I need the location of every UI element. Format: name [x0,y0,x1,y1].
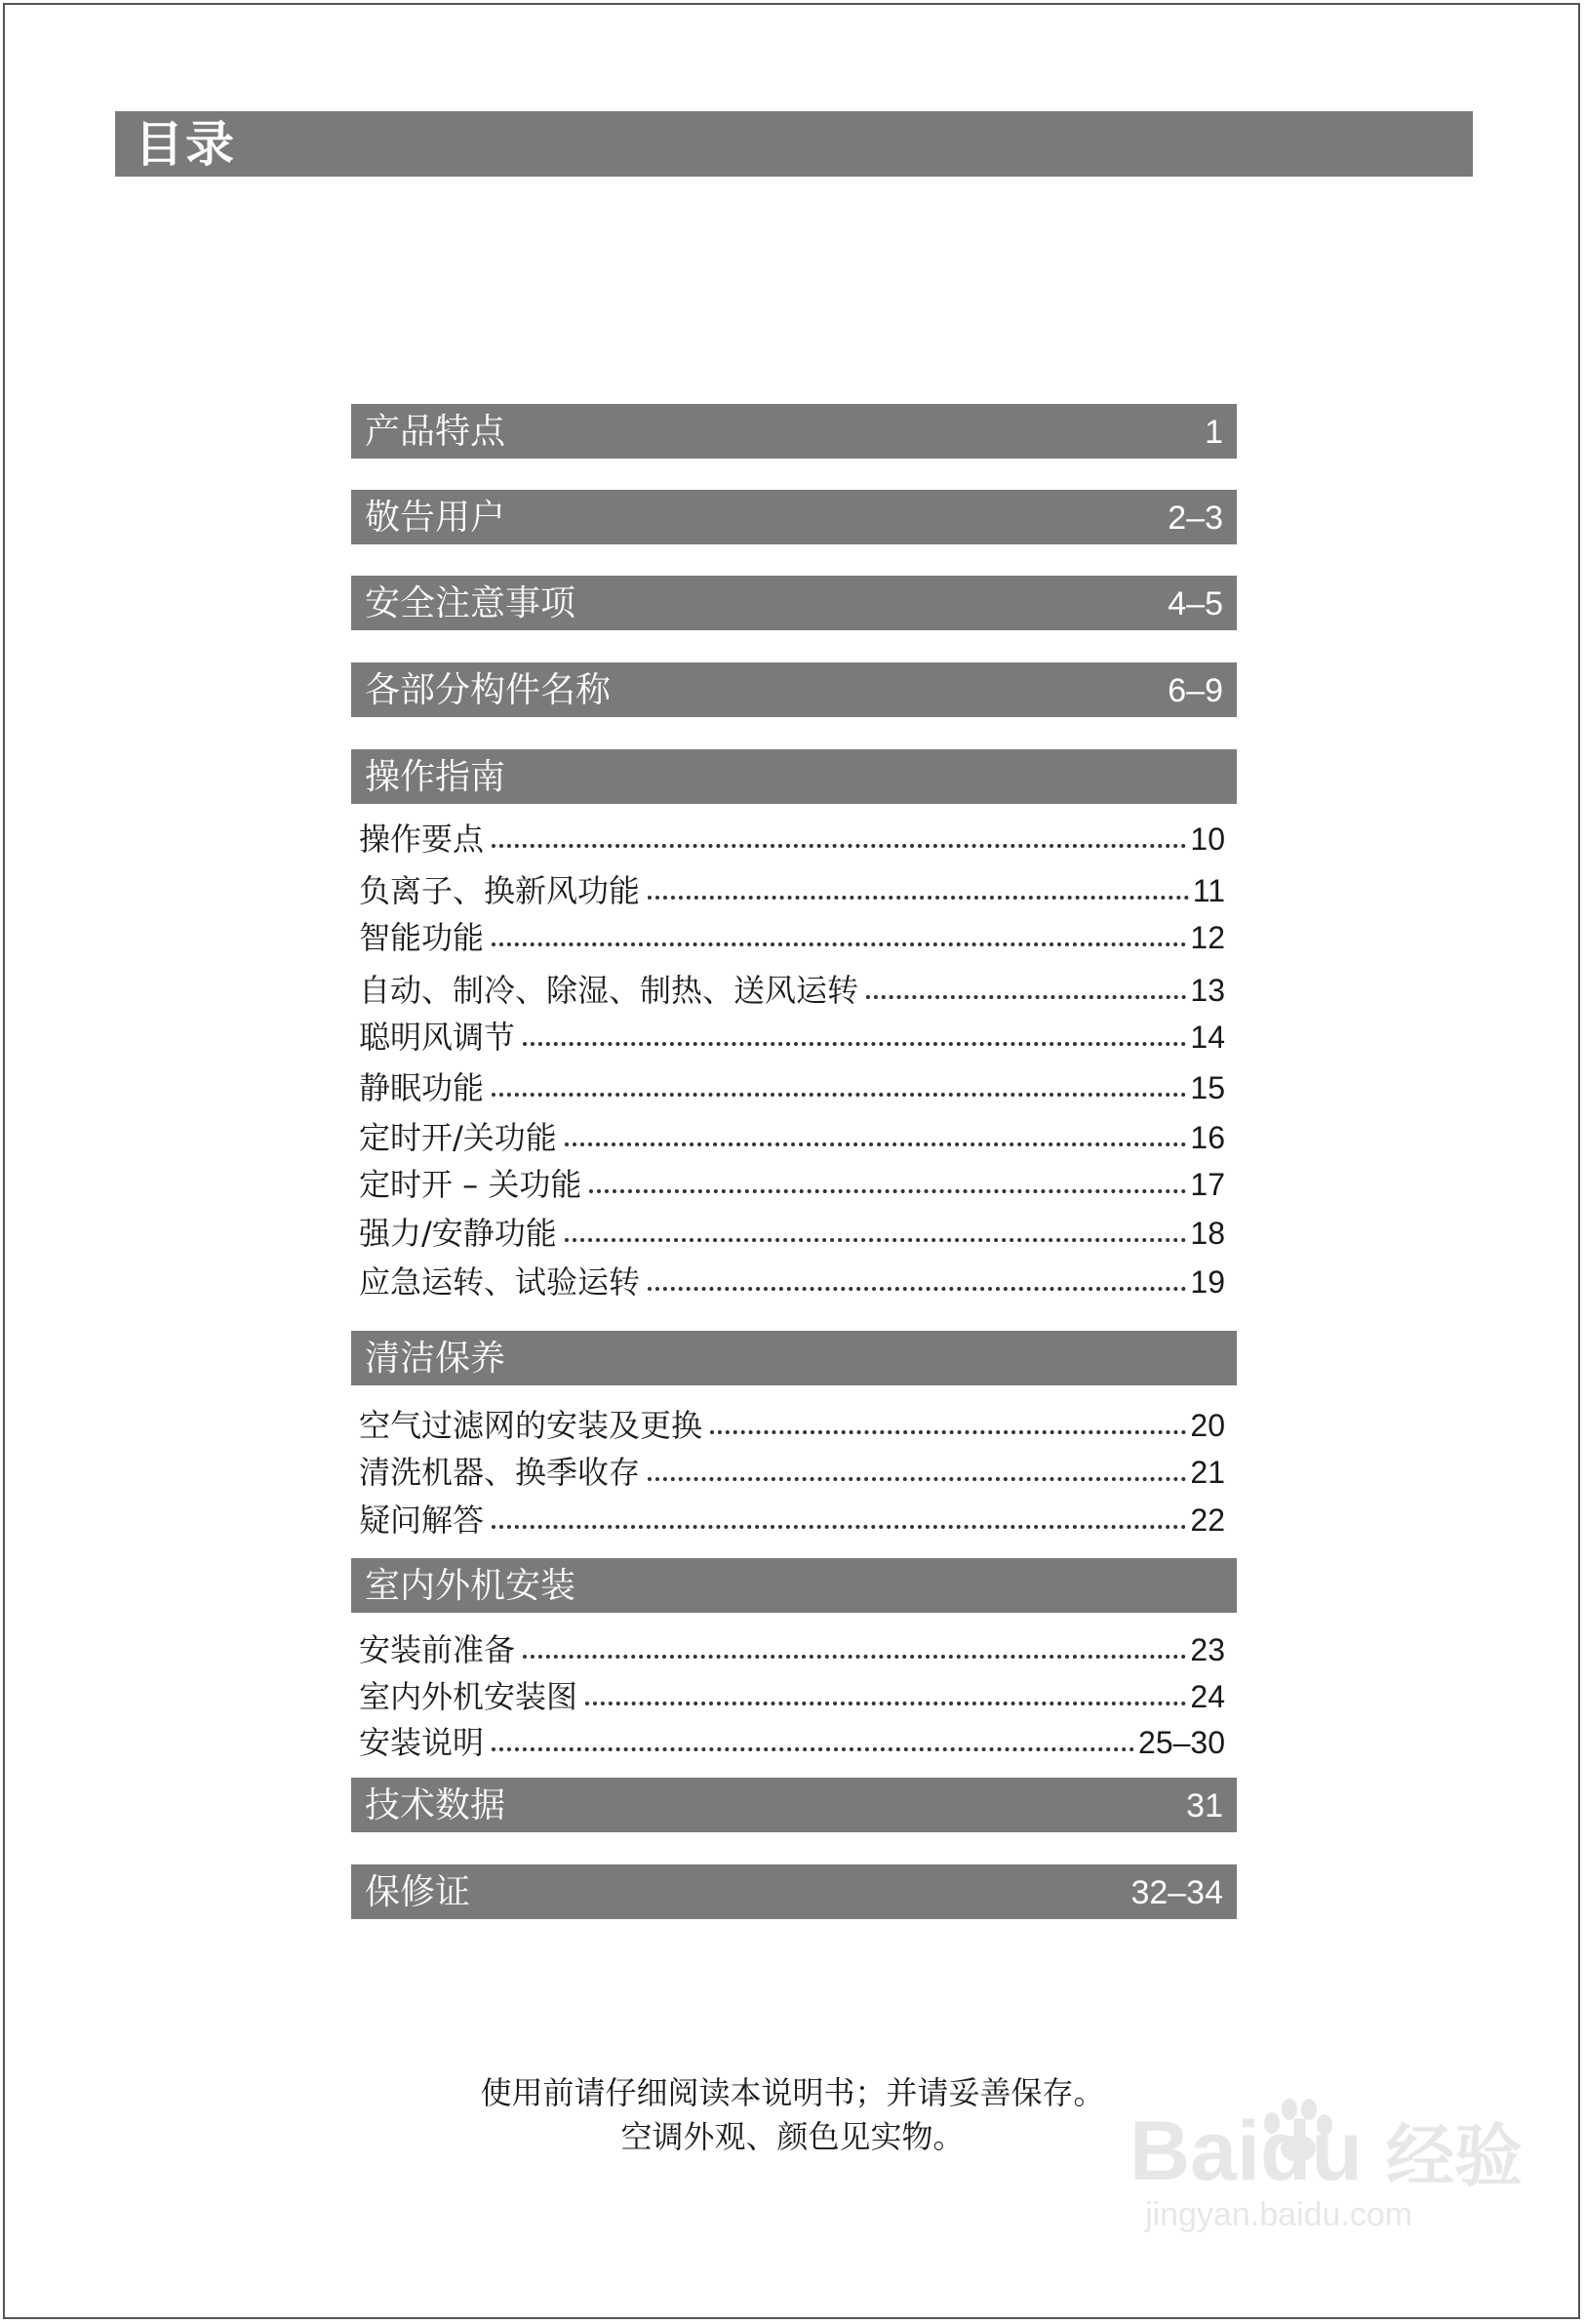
watermark-brand [1129,2104,1523,2200]
toc-entry-page: 19 [1190,1264,1225,1300]
toc-entry[interactable] [359,1402,1225,1445]
toc-entry-label: 清洗机器、换季收存 [359,1454,641,1491]
toc-section-parts[interactable] [351,662,1237,717]
dot-leader [492,942,1186,946]
title-bar [115,111,1473,177]
toc-section-user-notice[interactable] [351,490,1237,544]
dot-leader [492,1093,1186,1097]
toc-entry-label: 聪明风调节 [359,1019,516,1056]
toc-entry-label: 室内外机安装图 [359,1678,578,1715]
toc-section-product-features[interactable] [351,404,1237,459]
toc-entry-page: 11 [1192,873,1225,908]
section-page: 6–9 [1168,672,1223,709]
watermark-jingyan: 经验 [1385,2116,1523,2196]
toc-entry[interactable] [359,914,1225,957]
toc-entry-page: 10 [1190,821,1225,857]
toc-entry-page: 15 [1190,1070,1225,1105]
dot-leader [492,1525,1186,1529]
section-label: 保修证 [365,1872,471,1912]
dot-leader [866,995,1186,999]
toc-entry-label: 疑问解答 [359,1502,485,1539]
toc-entry[interactable] [359,1719,1225,1762]
section-label: 操作指南 [365,757,506,797]
appearance-note: 空调外观、颜色见实物。 [620,2118,965,2155]
toc-entry[interactable] [359,1161,1225,1204]
section-page: 1 [1205,414,1223,451]
page-title: 目录 [135,116,236,173]
section-page: 2–3 [1168,500,1223,537]
toc-entry[interactable] [359,1114,1225,1157]
dot-leader [585,1702,1186,1705]
toc-section-warranty[interactable] [351,1864,1237,1919]
toc-entry[interactable] [359,967,1225,1010]
toc-section-tech-data[interactable] [351,1778,1237,1832]
dot-leader [648,1287,1186,1291]
toc-entry-page: 24 [1190,1679,1225,1714]
toc-entry-label: 安装说明 [359,1724,485,1761]
section-label: 技术数据 [365,1785,506,1825]
dot-leader [492,1747,1134,1751]
toc-entry[interactable] [359,1449,1225,1492]
toc-section-operation[interactable] [351,749,1237,804]
toc-entry-page: 21 [1190,1455,1225,1490]
toc-entry-label: 静眠功能 [359,1069,485,1106]
section-page: 31 [1186,1787,1223,1824]
usage-note: 使用前请仔细阅读本说明书；并请妥善保存。 [480,2074,1105,2111]
toc-entry-label: 定时开 – 关功能 [359,1166,582,1203]
toc-entry-label: 智能功能 [359,919,485,956]
toc-entry-page: 23 [1190,1632,1225,1667]
toc-entry[interactable] [359,1210,1225,1253]
section-label: 安全注意事项 [365,583,576,623]
dot-leader [648,1477,1186,1481]
section-label: 清洁保养 [365,1339,506,1379]
toc-entry-page: 12 [1190,920,1225,955]
toc-entry[interactable] [359,1259,1225,1302]
dot-leader [710,1430,1186,1434]
toc-section-safety[interactable] [351,576,1237,630]
dot-leader [523,1042,1186,1046]
toc-entry-page: 22 [1190,1503,1225,1538]
dot-leader [648,896,1189,900]
toc-entry-page: 25–30 [1138,1725,1225,1760]
watermark-brand-part2: du [1259,2104,1363,2198]
watermark-url: jingyan.baidu.com [1145,2196,1413,2233]
toc-entry-page: 14 [1190,1020,1225,1055]
toc-section-installation[interactable] [351,1558,1237,1613]
toc-entry-page: 18 [1190,1216,1225,1251]
section-label: 室内外机安装 [365,1566,576,1606]
toc-entry[interactable] [359,816,1225,859]
section-label: 各部分构件名称 [365,670,612,710]
toc-entry-label: 应急运转、试验运转 [359,1263,641,1301]
toc-entry-label: 负离子、换新风功能 [359,872,641,909]
toc-entry-label: 强力/安静功能 [359,1215,557,1252]
watermark-brand-part1: Bai [1129,2104,1260,2198]
dot-leader [589,1189,1186,1193]
toc-entry[interactable] [359,1673,1225,1716]
toc-entry-label: 空气过滤网的安装及更换 [359,1407,703,1444]
toc-entry[interactable] [359,1626,1225,1669]
dot-leader [565,1238,1187,1242]
toc-entry-label: 自动、制冷、除湿、制热、送风运转 [359,972,859,1009]
toc-entry-label: 定时开/关功能 [359,1119,557,1156]
toc-entry-label: 安装前准备 [359,1631,516,1668]
dot-leader [565,1142,1187,1146]
dot-leader [523,1655,1186,1659]
toc-entry-page: 16 [1190,1120,1225,1155]
toc-section-cleaning[interactable] [351,1331,1237,1385]
toc-entry-page: 13 [1190,973,1225,1008]
section-page: 32–34 [1130,1874,1223,1911]
baidu-jingyan-watermark [1122,2098,1531,2244]
section-label: 敬告用户 [365,498,506,538]
toc-entry[interactable] [359,867,1225,910]
toc-entry[interactable] [359,1064,1225,1107]
toc-entry-page: 20 [1190,1408,1225,1443]
toc-entry[interactable] [359,1497,1225,1540]
section-page: 4–5 [1168,585,1223,622]
toc-entry-page: 17 [1190,1167,1225,1202]
section-label: 产品特点 [365,412,506,452]
toc-entry[interactable] [359,1014,1225,1057]
toc-entry-label: 操作要点 [359,821,485,858]
dot-leader [492,844,1186,848]
